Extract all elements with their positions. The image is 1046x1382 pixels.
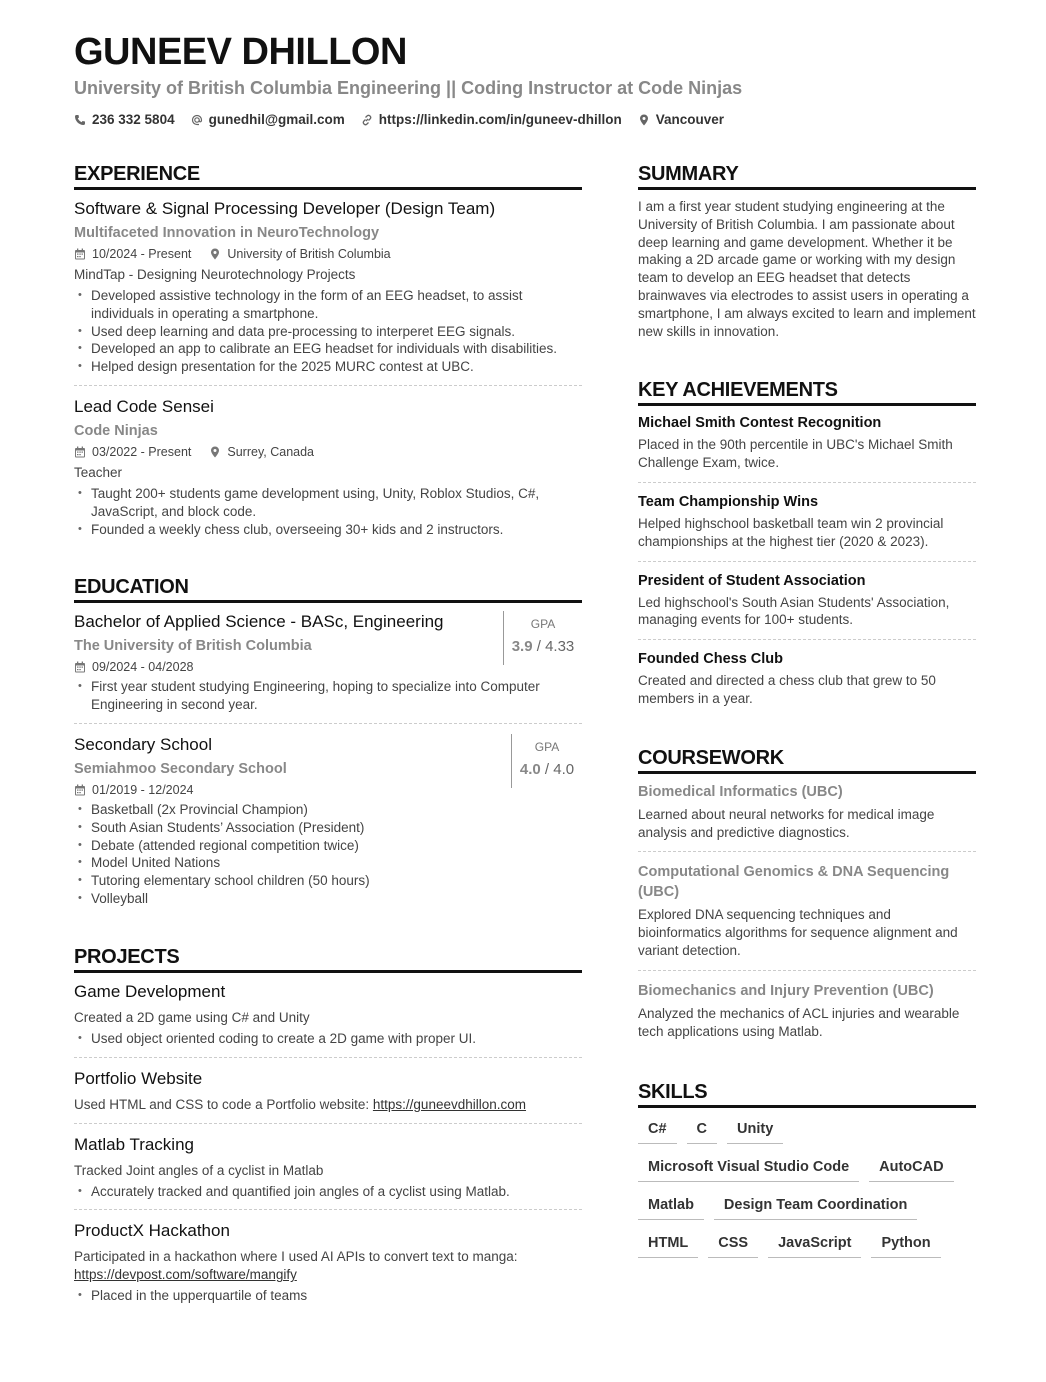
map-pin-icon — [209, 446, 221, 458]
bullet-item: • Accurately tracked and quantified join angles of a cyclist using Matlab. — [74, 1183, 582, 1201]
course-item — [638, 981, 976, 1051]
location-text: Vancouver — [655, 112, 725, 127]
project-title: Portfolio Website — [74, 1068, 203, 1088]
degree-title: Secondary School — [74, 734, 212, 754]
email-address[interactable]: gunedhil@gmail.com — [208, 112, 345, 127]
skill-tag: Design Team Coordination — [714, 1192, 917, 1220]
course-title: Computational Genomics & DNA Sequencing (UBC) — [638, 864, 950, 901]
section-title: SUMMARY — [638, 162, 976, 190]
achievement-item — [638, 572, 976, 641]
school-name: The University of British Columbia — [74, 638, 312, 655]
contact-email[interactable] — [191, 112, 345, 127]
skill-tag: C# — [638, 1116, 677, 1144]
entry-meta — [74, 246, 582, 262]
date-range: 01/2019 - 12/2024 — [92, 782, 194, 797]
date-range: 09/2024 - 04/2028 — [92, 660, 194, 675]
skill-tag: Matlab — [638, 1192, 704, 1220]
gpa-value: 4.0 / 4.0 — [519, 760, 575, 778]
course-description: Explored DNA sequencing techniques and bioinformatics algorithms for sequence alignment and variant detection. — [638, 907, 958, 958]
skill-tag: HTML — [638, 1230, 698, 1258]
experience-section — [74, 162, 582, 547]
role-description: Teacher — [74, 464, 123, 480]
phone-number: 236 332 5804 — [92, 112, 175, 127]
bullet-list — [74, 678, 582, 714]
company-name: Code Ninjas — [74, 422, 158, 439]
skill-tag: Microsoft Visual Studio Code — [638, 1154, 859, 1182]
education-entry — [74, 734, 582, 917]
project-description: Used HTML and CSS to code a Portfolio website: https://guneevdhillon.com — [74, 1096, 527, 1112]
section-title: EXPERIENCE — [74, 162, 582, 190]
skills-section — [638, 1080, 976, 1258]
project-link[interactable]: https://devpost.com/software/mangify — [74, 1267, 297, 1283]
role-description: MindTap - Designing Neurotechnology Projects — [74, 267, 356, 282]
project-entry — [74, 1220, 582, 1314]
achievement-description: Led highschool's South Asian Students' Association, managing events for 100+ students. — [638, 594, 950, 628]
job-title: Lead Code Sensei — [74, 396, 214, 416]
projects-section — [74, 945, 582, 1314]
coursework-section — [638, 746, 976, 1051]
map-pin-icon — [638, 114, 650, 126]
contact-location — [638, 112, 724, 127]
project-entry — [74, 1068, 582, 1124]
gpa-box — [511, 734, 582, 788]
course-item — [638, 862, 976, 970]
achievement-description: Created and directed a chess club that grew to 50 members in a year. — [638, 673, 936, 706]
summary-text: I am a first year student studying engineering at the University of British Columbia. I am passionate about deep learning and game development. Whether it be making a 2D arcade game or working with my design team to develop an EEG headset that detects brainwaves via electrodes to assist users in operating a smartphone, I am always excited to learn and implement new skills in innovation. — [638, 199, 976, 339]
achievement-title: Founded Chess Club — [638, 651, 783, 668]
bullet-item: • Taught 200+ students game development using, Unity, Roblox Studios, C#, JavaScript, and block code. — [74, 485, 582, 521]
project-entry — [74, 1134, 582, 1211]
section-title: KEY ACHIEVEMENTS — [638, 378, 976, 406]
at-icon — [191, 114, 203, 126]
bullet-item: • Model United Nations — [74, 854, 582, 872]
skills-list — [638, 1116, 976, 1258]
bullet-list — [74, 287, 582, 376]
section-title: EDUCATION — [74, 575, 582, 603]
gpa-value: 3.9 / 4.33 — [511, 638, 575, 656]
date-range: 10/2024 - Present — [92, 247, 192, 261]
job-title: Software & Signal Processing Developer (Design Team) — [74, 199, 496, 218]
skill-tag: Python — [871, 1230, 940, 1258]
bullet-item: • Debate (attended regional competition twice) — [74, 837, 582, 855]
right-column — [638, 162, 976, 1342]
entry-location: University of British Columbia — [227, 247, 391, 261]
course-description: Analyzed the mechanics of ACL injuries and wearable tech applications using Matlab. — [638, 1005, 960, 1039]
bullet-item: • First year student studying Engineering, hoping to specialize into Computer Engineering in second year. — [74, 678, 582, 714]
resume-page — [74, 30, 976, 1304]
bullet-item: • Helped design presentation for the 2025 MURC contest at UBC. — [74, 358, 582, 376]
phone-icon — [74, 114, 86, 126]
headline: University of British Columbia Engineering || Coding Instructor at Code Ninjas — [74, 78, 743, 98]
entry-meta — [74, 444, 582, 460]
skill-tag: AutoCAD — [869, 1154, 953, 1182]
achievement-item — [638, 650, 976, 718]
summary-section — [638, 162, 976, 340]
course-title: Biomechanics and Injury Prevention (UBC) — [638, 982, 934, 999]
achievement-title: Team Championship Wins — [638, 493, 819, 510]
achievement-item — [638, 414, 976, 483]
skill-tag: JavaScript — [768, 1230, 861, 1258]
project-description: Created a 2D game using C# and Unity — [74, 1009, 310, 1025]
bullet-item: • Developed assistive technology in the form of an EEG headset, to assist individuals in operating a smartphone. — [74, 287, 582, 323]
gpa-box — [503, 611, 582, 665]
calendar-icon — [74, 248, 86, 260]
achievement-description: Helped highschool basketball team win 2 provincial championships at the highest tier (2020 & 2023). — [638, 515, 944, 549]
contact-phone — [74, 112, 175, 127]
project-link[interactable]: https://guneevdhillon.com — [372, 1096, 527, 1112]
education-entry — [74, 611, 582, 724]
bullet-item: • Developed an app to calibrate an EEG headset for individuals with disabilities. — [74, 340, 582, 358]
bullet-list — [74, 1287, 582, 1305]
bullet-list — [74, 1030, 582, 1048]
bullet-list — [74, 485, 582, 538]
calendar-icon — [74, 661, 86, 673]
achievement-title: Michael Smith Contest Recognition — [638, 415, 882, 432]
education-section — [74, 575, 582, 916]
gpa-label: GPA — [534, 739, 560, 754]
contact-bar — [74, 112, 976, 127]
experience-entry — [74, 198, 582, 386]
section-title: PROJECTS — [74, 945, 582, 973]
project-title: Matlab Tracking — [74, 1134, 194, 1154]
course-description: Learned about neural networks for medical image analysis and predictive diagnostics. — [638, 806, 935, 840]
bullet-list — [74, 1183, 582, 1201]
achievement-item — [638, 493, 976, 562]
experience-entry — [74, 396, 582, 547]
project-title: Game Development — [74, 981, 226, 1001]
entry-meta — [74, 782, 582, 798]
candidate-name: GUNEEV DHILLON — [74, 31, 407, 73]
degree-title: Bachelor of Applied Science - BASc, Engineering — [74, 612, 444, 632]
skill-tag: CSS — [708, 1230, 758, 1258]
gpa-label: GPA — [530, 617, 556, 632]
achievement-description: Placed in the 90th percentile in UBC's Michael Smith Challenge Exam, twice. — [638, 437, 953, 471]
project-entry — [74, 981, 582, 1058]
bullet-item: • Tutoring elementary school children (50 hours) — [74, 872, 582, 890]
section-title: COURSEWORK — [638, 746, 976, 774]
course-title: Biomedical Informatics (UBC) — [638, 783, 843, 800]
two-column-layout — [74, 162, 976, 1342]
company-name: Multifaceted Innovation in NeuroTechnology — [74, 225, 380, 241]
calendar-icon — [74, 784, 86, 796]
link-icon — [361, 114, 373, 126]
skill-tag: C — [687, 1116, 717, 1144]
bullet-item: • Basketball (2x Provincial Champion) — [74, 801, 582, 819]
project-description: Tracked Joint angles of a cyclist in Matlab — [74, 1162, 324, 1178]
map-pin-icon — [209, 248, 221, 260]
section-title: SKILLS — [638, 1080, 976, 1108]
achievements-section — [638, 378, 976, 717]
course-item — [638, 782, 976, 853]
bullet-item: • Placed in the upperquartile of teams — [74, 1287, 582, 1305]
bullet-item: • Used object oriented coding to create a 2D game with proper UI. — [74, 1030, 582, 1048]
bullet-item: • Volleyball — [74, 890, 582, 908]
project-description: Participated in a hackathon where I used AI APIs to convert text to manga: https://devpost.com/software/mangify — [74, 1249, 518, 1283]
calendar-icon — [74, 446, 86, 458]
skill-tag: Unity — [727, 1116, 783, 1144]
achievement-title: President of Student Association — [638, 572, 866, 589]
linkedin-url[interactable]: https://linkedin.com/in/guneev-dhillon — [378, 112, 622, 127]
project-title: ProductX Hackathon — [74, 1221, 230, 1241]
school-name: Semiahmoo Secondary School — [74, 760, 287, 777]
contact-linkedin[interactable] — [361, 112, 622, 127]
left-column — [74, 162, 582, 1342]
bullet-list — [74, 801, 582, 908]
bullet-item: • Founded a weekly chess club, overseeing 30+ kids and 2 instructors. — [74, 521, 582, 539]
bullet-item: • South Asian Students’ Association (President) — [74, 819, 582, 837]
bullet-item: • Used deep learning and data pre-processing to interperet EEG signals. — [74, 323, 582, 341]
entry-location: Surrey, Canada — [227, 444, 314, 459]
date-range: 03/2022 - Present — [92, 444, 192, 459]
